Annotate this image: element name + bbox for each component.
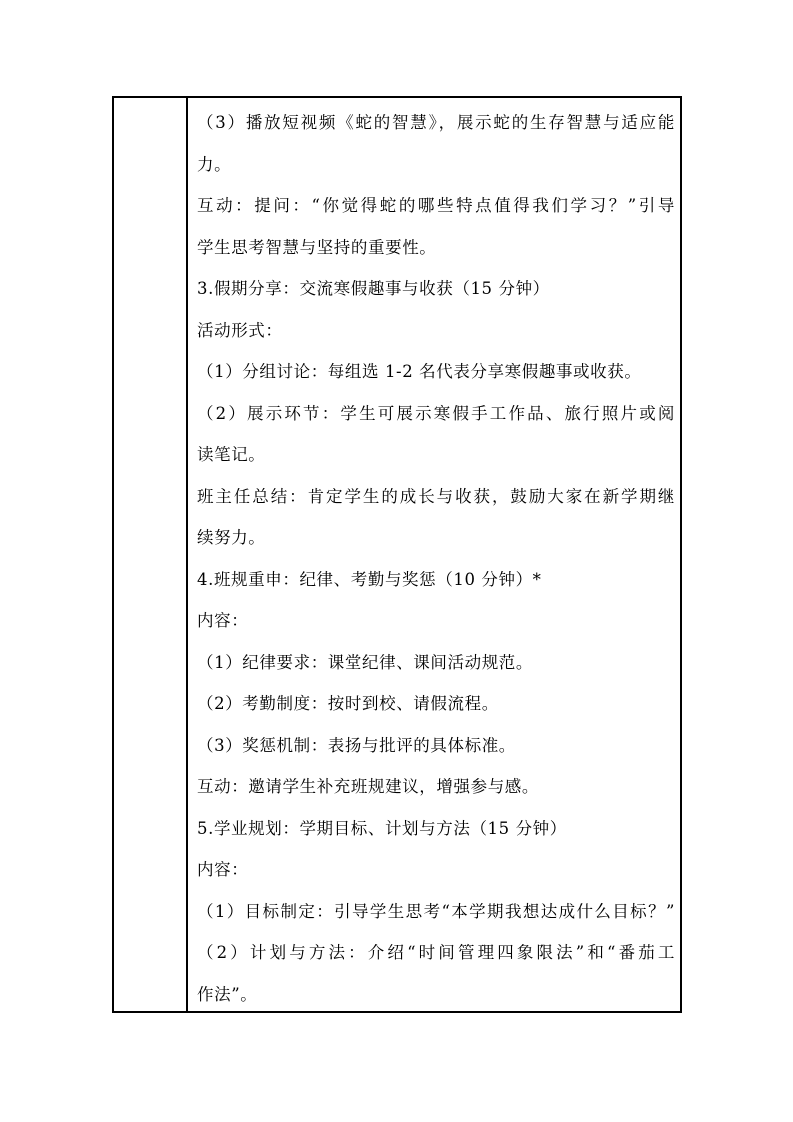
content-line: 作法”。 [197,984,258,1004]
content-line: 内容： [197,860,249,879]
content-line: 续努力。 [197,528,266,547]
content-line: （2）计划与方法：介绍“时间管理四象限法”和“番茄工 [197,943,675,962]
lesson-plan-table [112,96,682,1013]
content-line: （3）播放短视频《蛇的智慧》，展示蛇的生存智慧与适应能 [197,113,675,132]
table-content-cell [197,102,675,1015]
content-line: 读笔记。 [197,445,266,464]
content-line: （1）纪律要求：课堂纪律、课间活动规范。 [197,652,533,672]
content-line: 内容： [197,611,249,630]
content-line: （2）考勤制度：按时到校、请假流程。 [197,694,499,713]
content-line: 互动：邀请学生补充班规建议，增强参与感。 [197,777,539,796]
content-line: （3）奖惩机制：表扬与批评的具体标准。 [197,735,516,755]
content-line: 力。 [197,154,232,174]
content-line: 学生思考智慧与坚持的重要性。 [197,237,437,257]
content-line: （1）分组讨论：每组选 1-2 名代表分享寒假趣事或收获。 [197,362,642,381]
content-line: 3.假期分享：交流寒假趣事与收获（15 分钟） [197,279,550,298]
table-left-cell [114,98,188,1011]
content-line: 4.班规重申：纪律、考勤与奖惩（10 分钟）* [197,569,542,589]
content-line: 活动形式： [197,320,283,340]
content-line: 互动：提问：“你觉得蛇的哪些特点值得我们学习？”引导 [197,196,675,215]
content-line: （1）目标制定：引导学生思考“本学期我想达成什么目标？” [197,901,675,921]
content-line: 班主任总结：肯定学生的成长与收获，鼓励大家在新学期继 [197,486,675,506]
content-line: 5.学业规划：学期目标、计划与方法（15 分钟） [197,818,567,838]
content-line: （2）展示环节：学生可展示寒假手工作品、旅行照片或阅 [197,403,675,423]
